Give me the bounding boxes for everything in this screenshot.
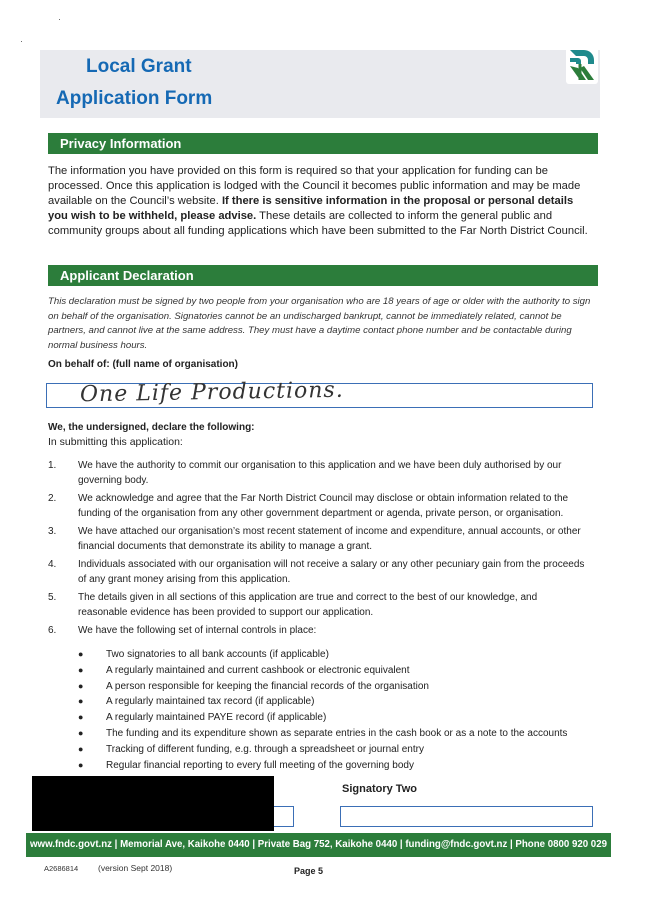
item-text: Individuals associated with our organisation will not receive a salary or any other pecuniary gain from the proceeds of any grant money arising from this application.	[78, 559, 585, 585]
item-number: 4.	[48, 559, 57, 570]
council-logo-icon	[566, 44, 598, 84]
scan-speck: ·	[20, 36, 23, 46]
control-text: A regularly maintained and current cashbook or electronic equivalent	[106, 664, 410, 676]
control-item	[78, 726, 588, 742]
control-item	[78, 679, 588, 695]
item-number: 6.	[48, 625, 57, 636]
privacy-text-start: The information you have provided on this form is required so that your application for funding can be processed. Once this application is lodged with the Council it becomes public information and may be made available on the Council’s website.	[48, 165, 581, 207]
document-reference: A2686814	[44, 864, 79, 873]
org-name-label: On behalf of: (full name of organisation)	[48, 359, 238, 370]
item-number: 5.	[48, 592, 57, 603]
item-number: 1.	[48, 460, 57, 471]
control-item	[78, 694, 588, 710]
item-text: We have the following set of internal controls in place:	[78, 625, 317, 636]
declaration-item	[48, 458, 588, 488]
item-text: The details given in all sections of this application are true and correct to the best of our knowledge, and reasonable evidence has been provided to support our application.	[78, 592, 538, 618]
privacy-heading: Privacy Information	[48, 133, 598, 154]
bullet-icon: ●	[78, 743, 84, 754]
item-text: We acknowledge and agree that the Far North District Council may disclose or obtain information related to the funding of the organisation from any other government department or agenda, private person, or organisation.	[78, 493, 569, 519]
bullet-icon: ●	[78, 649, 84, 659]
declaration-heading: Applicant Declaration	[48, 265, 598, 286]
control-text: A person responsible for keeping the financial records of the organisation	[106, 680, 429, 692]
declaration-intro: This declaration must be signed by two people from your organisation who are 18 years of age or older with the authority to sign on behalf of the organisation. Signatories cannot be an undischarged bankrupt, cannot be immediately related, cannot be partners, and cannot live at the same address. They must have a daytime contact phone number and be contactable during normal business hours.	[48, 296, 591, 351]
submitting-label: In submitting this application:	[48, 436, 183, 448]
declaration-item	[48, 623, 588, 638]
page-number: Page 5	[294, 866, 324, 876]
control-text: Two signatories to all bank accounts (if applicable)	[106, 649, 329, 660]
bullet-icon: ●	[78, 759, 84, 770]
privacy-text	[48, 164, 593, 239]
control-item	[78, 742, 588, 758]
form-title-line1: Local Grant	[86, 56, 192, 77]
control-text: A regularly maintained tax record (if applicable)	[106, 696, 315, 708]
control-item	[78, 647, 588, 663]
item-number: 2.	[48, 493, 57, 504]
internal-controls-list	[78, 647, 588, 773]
declaration-item	[48, 491, 588, 521]
declaration-item	[48, 557, 588, 587]
control-item	[78, 663, 588, 679]
declare-label: We, the undersigned, declare the following:	[48, 422, 255, 433]
privacy-text-bold: If there is sensitive information in the proposal or personal details you wish to be withheld, please advise.	[48, 195, 574, 222]
footer-contact-bar: www.fndc.govt.nz | Memorial Ave, Kaikohe 0440 | Private Bag 752, Kaikohe 0440 | funding@fndc.govt.nz | Phone 0800 920 029	[26, 833, 611, 857]
declaration-items	[48, 458, 588, 638]
scan-speck: ·	[58, 14, 61, 24]
declaration-item	[48, 590, 588, 620]
version-note: (version Sept 2018)	[98, 863, 173, 873]
control-text: Tracking of different funding, e.g. through a spreadsheet or journal entry	[106, 743, 424, 755]
org-name-handwritten: One Life Productions.	[79, 377, 344, 408]
declaration-item	[48, 524, 588, 554]
bullet-icon: ●	[78, 680, 84, 691]
bullet-icon: ●	[78, 664, 84, 675]
control-text: The funding and its expenditure shown as separate entries in the cash book or as a note to the accounts	[106, 727, 568, 739]
signatory-two-field[interactable]	[340, 806, 593, 827]
form-title-line2: Application Form	[56, 88, 213, 109]
item-text: We have attached our organisation’s most recent statement of income and expenditure, annual accounts, or other financial documents that demonstrate its ability to manage a grant.	[78, 526, 581, 552]
signatory-two-label: Signatory Two	[342, 783, 417, 795]
item-number: 3.	[48, 526, 57, 537]
control-item	[78, 758, 588, 774]
redaction-block	[32, 776, 274, 831]
item-text: We have the authority to commit our organisation to this application and we have been duly authorised by our governing body.	[78, 460, 562, 486]
control-text: A regularly maintained PAYE record (if applicable)	[106, 712, 327, 724]
privacy-text-end: These details are collected to inform the general public and community groups about all funding applications which have been submitted to the Far North District Council.	[48, 210, 588, 237]
bullet-icon: ●	[78, 727, 84, 738]
bullet-icon: ●	[78, 696, 84, 707]
bullet-icon: ●	[78, 712, 84, 723]
control-text: Regular financial reporting to every full meeting of the governing body	[106, 759, 414, 771]
control-item	[78, 710, 588, 726]
